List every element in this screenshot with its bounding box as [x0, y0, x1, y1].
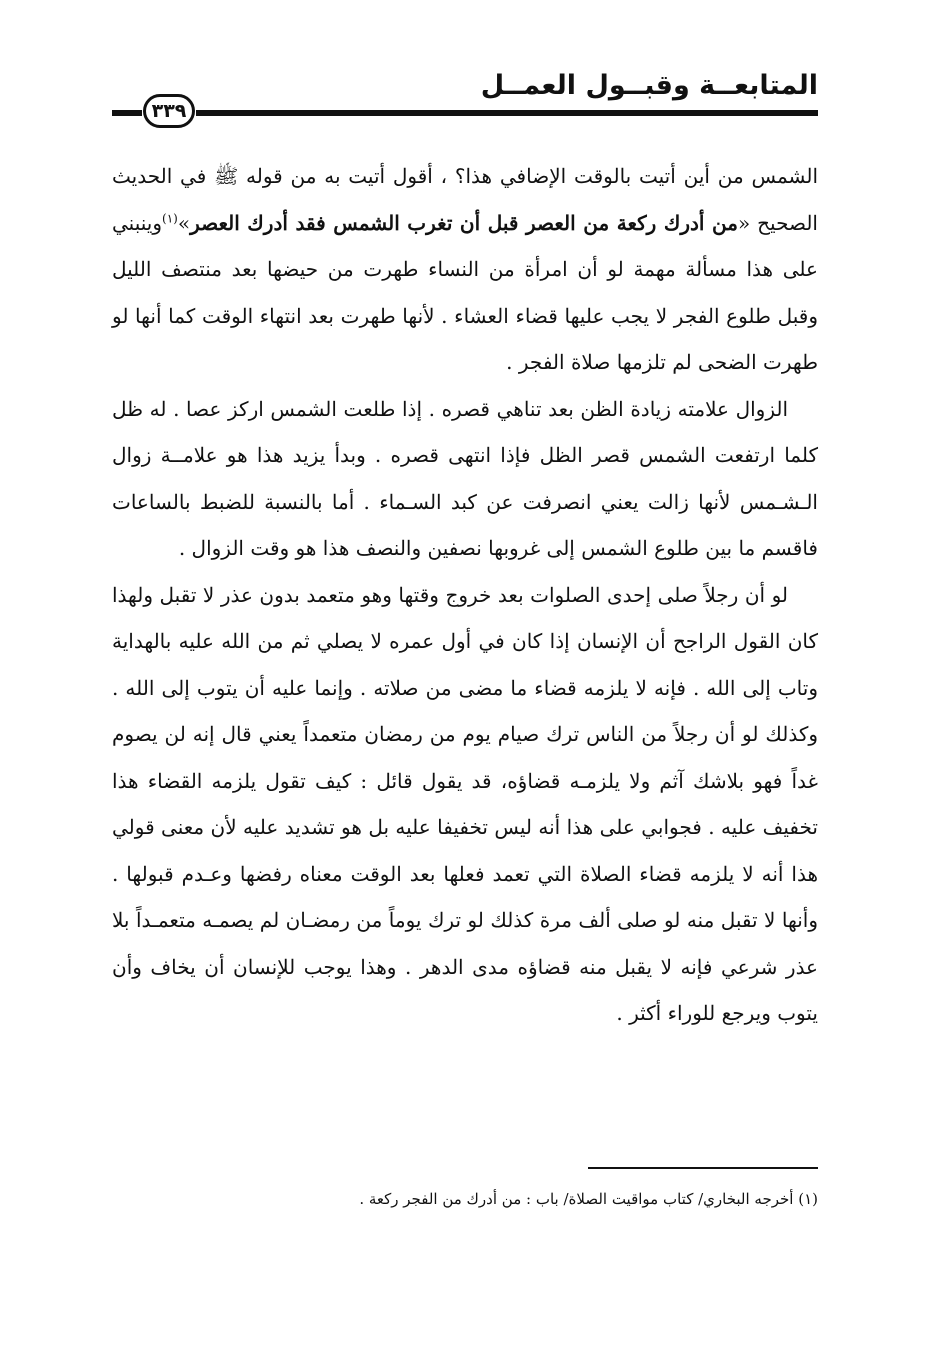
paragraph-1-text-a: الشمس من أين أتيت بالوقت الإضافي هذا؟ ، أقول أتيت به من قوله ﷺ في الحديث الصحيح « — [112, 164, 818, 235]
main-text — [112, 153, 818, 1037]
header-rule-end — [112, 110, 142, 116]
footnote-1: (١) أخرجه البخاري/ كتاب مواقيت الصلاة/ باب : من أدرك من الفجر ركعة . — [359, 1190, 818, 1208]
paragraph-1-text-c: وينبني على هذا مسألة مهمة لو أن امرأة من النساء طهرت من حيضها بعد منتصف الليل وقبل طلوع الفجر لا يجب عليها قضاء العشاء . لأنها طهرت بعد انتهاء الوقت كما أنها لو طهرت الضحى لم تلزمها صلاة الفجر . — [112, 210, 818, 374]
paragraph-1 — [112, 153, 818, 386]
page-number: ٣٣٩ — [143, 94, 195, 128]
footnote-separator — [588, 1167, 818, 1169]
footnote-reference: (١) — [162, 210, 178, 225]
paragraph-3: لو أن رجلاً صلى إحدى الصلوات بعد خروج وقتها وهو متعمد بدون عذر لا تقبل ولهذا كان القول الراجح أن الإنسان إذا كان في أول عمره لا يصلي ثم من الله عليه بالهداية وتاب إلى الله . فإنه لا يلزمه قضاء ما مضى من صلاته . وإنما عليه أن يتوب إلى الله . وكذلك لو أن رجلاً من الناس ترك صيام يوم من رمضان متعمداً يعني قال إنه لن يصوم غداً فهو بلاشك آثم ولا يلزمـه قضاؤه، قد يقول قائل : كيف تقول يلزمه القضاء هذا تخفيف عليه . فجوابي على هذا أنه ليس تخفيفا عليه بل هو تشديد عليه لأن معنى قولي هذا أنه لا يلزمه قضاء الصلاة التي تعمد فعلها بعد الوقت معناه رفضها وعـدم قبولها . وأنها لا تقبل منه لو صلى ألف مرة كذلك لو ترك يوماً من رمضـان لم يصمـه متعمـداً بلا عذر شرعي فإنه لا يقبل منه قضاؤه مدى الدهر . وهذا يوجب للإنسان أن يخاف وأن يتوب ويرجع للوراء أكثر . — [112, 582, 818, 1025]
hadith-quote: من أدرك ركعة من العصر قبل أن تغرب الشمس فقد أدرك العصر — [190, 210, 738, 235]
header-rule — [196, 110, 818, 116]
paragraph-1-text-b: » — [177, 210, 191, 235]
running-title: المتابعــة وقبــول العمــل — [480, 70, 818, 101]
paragraph-2: الزوال علامته زيادة الظن بعد تناهي قصره . إذا طلعت الشمس اركز عصا . له ظل كلما ارتفعت الشمس قصر الظل فإذا انتهى قصره . وبدأ يزيد هذا هو علامــة زوال الـشـمس لأنها زالت يعني انصرفت عن كبد السـماء . أما بالنسبة للضبط بالساعات فاقسم ما بين طلوع الشمس إلى غروبها نصفين والنصف هذا هو وقت الزوال . — [112, 396, 818, 560]
